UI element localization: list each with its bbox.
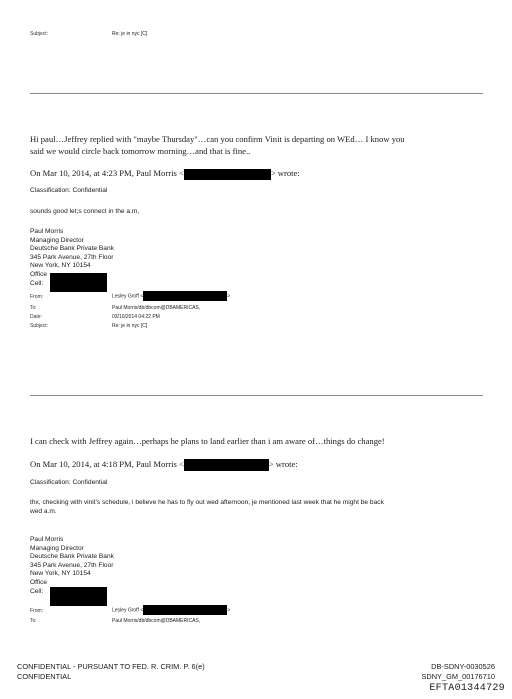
footer-right (421, 662, 495, 682)
signature-cell: Cell: (30, 279, 44, 287)
email1-quote-prefix: On Mar 10, 2014, at 4:23 PM, Paul Morris < (30, 168, 184, 178)
footer-confidential: CONFIDENTIAL (17, 672, 72, 681)
signature-cell: Cell: (30, 587, 44, 595)
email2-to-label: To: (30, 618, 37, 624)
email1-quote-suffix: > wrote: (270, 168, 300, 178)
email2-quote-prefix: On Mar 10, 2014, at 4:18 PM, Paul Morris < (30, 459, 184, 469)
email2-from-label: From: (30, 608, 44, 614)
email1-to-value: Paul Morris/db/dbcom@DBAMERICAS, (112, 305, 201, 311)
email2-body-line1: I can check with Jeffrey again…perhaps he plans to land earlier than i am aware of…things do change! (30, 436, 385, 446)
email1-message: sounds good let;s connect in the a.m, (30, 208, 140, 215)
signature-company: Deutsche Bank Private Bank (30, 245, 114, 253)
header-subject-label: Subject: (30, 31, 49, 37)
signature-name: Paul Morris (30, 536, 64, 543)
email2-message-line1: thx, checking with vinit's schedule, i believe he has to fly out wed afternoon, je mentioned last week that he might be back (30, 499, 384, 506)
divider-middle (30, 395, 483, 396)
email2-to-value: Paul Morris/db/dbcom@DBAMERICAS, (112, 618, 201, 624)
signature-address2: New York, NY 10154 (30, 262, 91, 270)
email2-quote-header (30, 458, 298, 471)
signature-address1: 345 Park Avenue, 27th Floor (30, 253, 114, 261)
footer-bates-db: DB-SDNY-0030526 (431, 662, 495, 671)
signature-name: Paul Morris (30, 228, 64, 235)
email1-subject-label: Subject: (30, 323, 49, 329)
signature-address2: New York, NY 10154 (30, 570, 91, 578)
footer-bates-sdny: SDNY_GM_00176710 (421, 672, 495, 681)
footer-left (17, 662, 205, 682)
signature-address1: 345 Park Avenue, 27th Floor (30, 561, 114, 569)
email2-classification: Classification: Confidential (30, 479, 108, 486)
footer-confidential-notice: CONFIDENTIAL - PURSUANT TO FED. R. CRIM. P. 6(e) (17, 662, 205, 671)
email1-from-value: Lesley Groff < > (112, 291, 230, 301)
email1-subject-value: Re: je in nyc [C] (112, 323, 148, 329)
email1-to-label: To: (30, 305, 37, 311)
email1-body-line1: Hi paul…Jeffrey replied with "maybe Thursday"…can you confirm Vinit is departing on WEd… I know you (30, 134, 405, 144)
signature-office: Office (30, 270, 48, 278)
email1-date-value: 03/10/2014 04:22 PM (112, 314, 160, 320)
redaction-box (184, 459, 269, 471)
email2-quote-suffix: > wrote: (268, 459, 298, 469)
signature-title: Managing Director (30, 236, 84, 244)
redaction-box (50, 587, 107, 606)
signature-title: Managing Director (30, 544, 84, 552)
header-subject-value: Re: je in nyc [C] (112, 31, 148, 37)
signature-office: Office (30, 578, 48, 586)
email1-date-label: Date: (30, 314, 42, 320)
email1-quote-header (30, 167, 300, 180)
redaction-box (50, 273, 107, 292)
email1-body-line2: said we would circle back tomorrow morning…and that is fine.. (30, 146, 251, 156)
divider-top (30, 93, 483, 94)
redaction-box (143, 605, 227, 615)
email2-from-value: Lesley Groff < > (112, 605, 230, 615)
redaction-box (184, 169, 271, 180)
email1-from-label: From: (30, 294, 44, 300)
redaction-box (143, 291, 227, 301)
signature-company: Deutsche Bank Private Bank (30, 553, 114, 561)
email2-message-line2: wed a.m. (30, 508, 57, 515)
footer-efta-number: EFTA01344729 (429, 683, 505, 694)
email1-classification: Classification: Confidential (30, 187, 108, 194)
